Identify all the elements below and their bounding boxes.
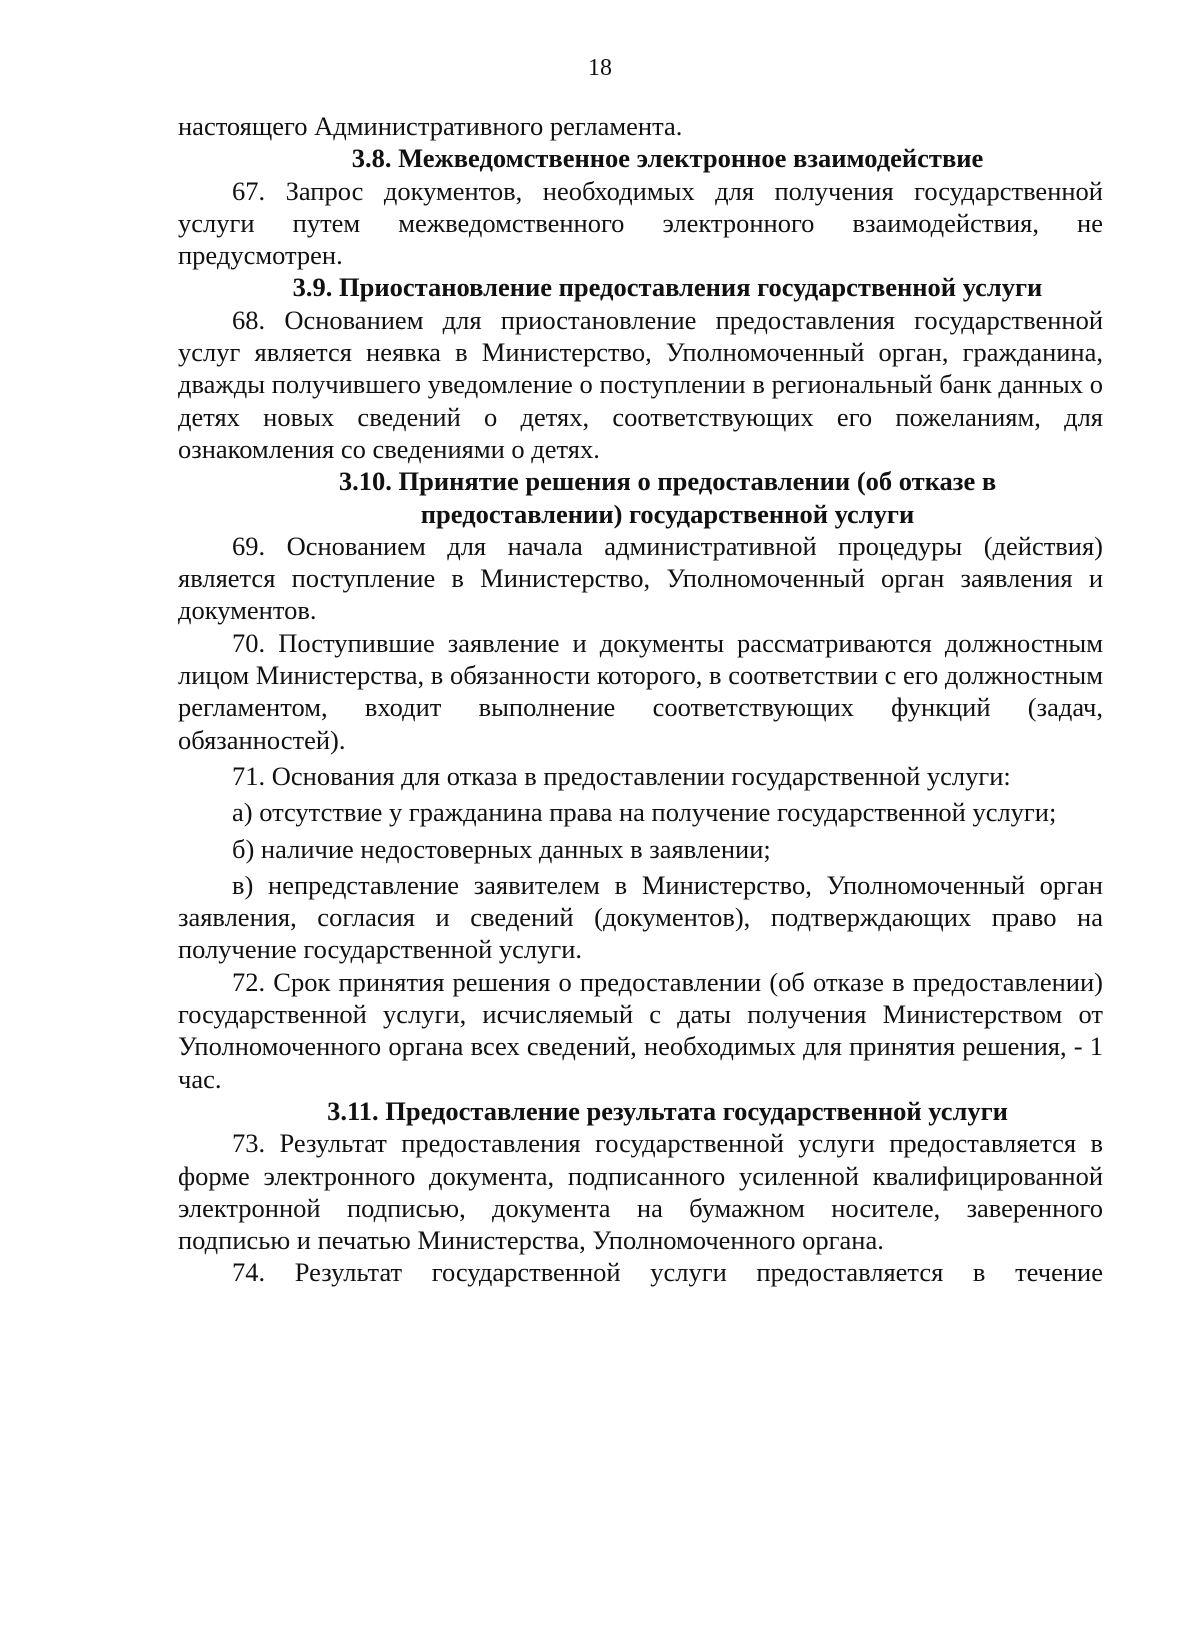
- heading-3-11: 3.11. Предоставление результата государственной услуги: [327, 1095, 1008, 1126]
- list-item-v: в) непредставление заявителем в Министерство, Уполномоченный орган заявления, согласия и сведений (документов), подтверждающих право на получение государственной услуги.: [178, 869, 1103, 965]
- paragraph-67: 67. Запрос документов, необходимых для получения государственной услуги путем межведомственного электронного взаимодействия, не предусмотрен.: [178, 175, 1103, 271]
- page-number: 18: [588, 55, 612, 81]
- heading-3-10-line-1: 3.10. Принятие решения о предоставлении (об отказе в: [338, 466, 997, 497]
- heading-3-10: [178, 465, 1103, 530]
- list-item-a: а) отсутствие у гражданина права на получение государственной услуги;: [232, 797, 1057, 828]
- paragraph-72: 72. Срок принятия решения о предоставлении (об отказе в предоставлении) государственной услуги, исчисляемый с даты получения Министерством от Уполномоченного органа всех сведений, необходимых для принятия решения, - 1 час.: [178, 966, 1103, 1094]
- paragraph-71: 71. Основания для отказа в предоставлении государственной услуги:: [232, 760, 1011, 791]
- heading-3-8: 3.8. Межведомственное электронное взаимодействие: [351, 143, 984, 174]
- document-body: [178, 110, 1103, 1289]
- paragraph-69: 69. Основанием для начала административной процедуры (действия) является поступление в Министерство, Уполномоченный орган заявления и документов.: [178, 530, 1103, 626]
- paragraph-74: 74. Результат государственной услуги предоставляется в течение: [232, 1257, 1103, 1288]
- intro-text: настоящего Административного регламента.: [178, 111, 683, 141]
- paragraph-68: 68. Основанием для приостановление предоставления государственной услуг является неявка в Министерство, Уполномоченный орган, гражданина, дважды получившего уведомление о поступлении в региональный банк данных о детях новых сведений о детях, соответствующих его пожеланиям, для ознакомления со сведениями о детях.: [178, 304, 1103, 464]
- heading-3-10-line-2: предоставлении) государственной услуги: [420, 498, 915, 529]
- paragraph-73: 73. Результат предоставления государственной услуги предоставляется в форме электронного документа, подписанного усиленной квалифицированной электронной подписью, документа на бумажном носителе, заверенного подписью и печатью Министерства, Уполномоченного органа.: [178, 1128, 1103, 1256]
- heading-3-9: 3.9. Приостановление предоставления государственной услуги: [292, 272, 1043, 303]
- list-item-b: б) наличие недостоверных данных в заявлении;: [232, 833, 771, 864]
- paragraph-70: 70. Поступившие заявление и документы рассматриваются должностным лицом Министерства, в обязанности которого, в соответствии с его должностным регламентом, входит выполнение соответствующих функций (задач, обязанностей).: [178, 627, 1103, 755]
